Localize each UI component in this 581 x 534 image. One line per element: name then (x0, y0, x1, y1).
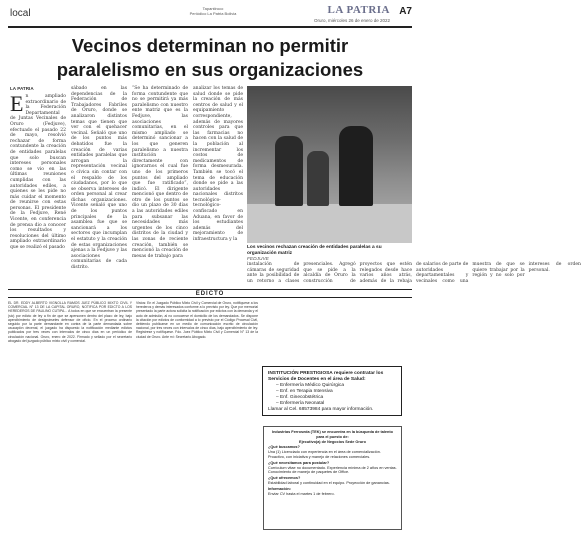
edicto-left-column (8, 301, 132, 529)
article-column-1 (10, 86, 66, 286)
section-label: local (10, 8, 31, 19)
ad2-position: Ejecutivo(a) de Negocios Sede Oruro (299, 439, 366, 444)
ad2-header: Industrias Ferroseda (TEK) se encuentra en la búsqueda de talento para el puesto de: (272, 430, 393, 439)
article-text-5: instalación de cámaras de seguridad ante la posibilidad de un retorno a clases presenciales. Agregó que se pide a la alcaldía de Oruro la construcción de proyectos que estén relegados desde hace varios años atrás, además de la rebaja de salarios de parte de autoridades departamentales y vecinales como una muestra de que se quiere trabajar por la región y no solo por intereses de orden personal. (247, 262, 581, 284)
article-text-4: analizar los temas de salud donde se pide la creación de más centros de salud y el equipamiento correspondiente, además de mayores controles para que las farmacias no hacen con la salud de la población al incrementar los costos de medicamentos de forma desmesurada. También se tocó el tema de educación donde se pide a las autoridades nacionales distritos tecnológico-tecnológico-confiscado en Aduana, en favor de los estudiantes además del mejoramiento de infraestructura y la (193, 86, 243, 243)
drop-cap: E (10, 91, 24, 116)
edicto-title: EDICTO (8, 289, 412, 298)
article-text-3: “Se ha determinado de forma contundente que no se permitirá ya más paralelismo con nuestro ente matriz que es la Fedjuve, las asociaciones comunitarias, en el mismo ampliado se determinó sancionar a los que generen paralelismo a nuestra institución directamente con ignorarnos el cual fue uno de los primeros puntos del ampliado que fue ratificado”, indicó. El dirigente mencionó que dentro de otro de los puntos se dio un plazo de 30 días a las autoridades ediles para subsanar las necesidades más urgentes de los cinco distritos de la ciudad y las zonas de reciente creación, también se mencionó la creación de mesas de trabajo para (132, 86, 188, 259)
ad-item: – Enfermería Neonatal (276, 401, 396, 407)
header-tagline (158, 6, 268, 16)
job-ad-business (263, 426, 402, 530)
ad2-answer: Estabilidad laboral y continuidad en el equipo. Proyección de ganancias. (268, 480, 390, 485)
ad2-question: ¿Qué necesitamos para postular? (268, 460, 330, 465)
newspaper-logo: LA PATRIA (327, 4, 390, 16)
ad-title: INSTITUCIÓN PRESTIGIOSA requiere contratar los Servicios de Docentes en el área de Salud: (268, 371, 384, 382)
ad-footer: Llamar al Cel. 68573984 para mayor información. (268, 407, 374, 412)
ad-item-list (276, 383, 396, 407)
ad-item: – Enfermería Médico Quirúrgica (276, 383, 396, 389)
ad2-question: ¿Qué ofrecemos? (268, 476, 301, 481)
ad2-answer: Una (1) Licenciado con experiencia en el área de comercialización. Proactivo, con iniciativa y manejo de relaciones comerciales. (268, 450, 381, 459)
article-photo (247, 86, 412, 243)
article-byline: LA PATRIA (10, 86, 34, 91)
masthead (8, 4, 412, 28)
article-headline: Vecinos determinan no permitir paralelismo en sus organizaciones (56, 35, 364, 80)
issue-date: Oruro, miércoles 26 de enero de 2022 (313, 18, 390, 23)
ad2-answer: Enviar CV hasta el martes 1 de febrero. (268, 491, 335, 496)
article-text-1: n ampliado extraordinario de la Federación Departamental de Juntas Vecinales de Oruro (Fedjuve), efectuado el pasado 22 de mayo, resolvió rechazar de forma contundente la creación de entidades paralelas que solo buscan intereses personales como se vio en las últimas reuniones cumplidas con las autoridades ediles, a quienes se les pide no más cuidar el momento de reunirse con estas personas. El presidente de la Fedjuve, René Vicente, en conferencia de prensa dio a conocer los resultados y resoluciones del último ampliado extraordinario que se realizó el pasado (10, 94, 66, 251)
ad2-question: Información: (268, 486, 291, 491)
edicto-right-text: Vistos: En el Juzgado Público Mixto Civil y Comercial de Oruro, notifíquese a los herederos y demás interesados conforme a lo previsto por ley. Que por memorial presentado la parte actora solicita la notificación por edictos con la demanda y el auto de admisión, al no conocerse el domicilio de los demandados. Se dispone la citación por edictos de conformidad a lo previsto por el Código Procesal Civil, debiendo publicarse en un medio de comunicación escrito de circulación nacional, por tres veces con intervalos de cinco días, bajo apercibimiento de ley. Registrese y notifíquese. Fdo. Juez Público Mixto Civil y Comercial N° 13 de la ciudad de Oruro. Ante mí: Secretario Abogado. (136, 301, 258, 339)
tagline-line2: Periódico La Patria Bolivia (189, 11, 237, 16)
edicto-left-text: EL DR. EDDY ALBERTO VIGNOLLA RAMOS JUEZ PÚBLICO MIXTO CIVIL Y COMERCIAL N° 13 DE LA CAPITAL ORURO, NOTIFICA POR EDICTO A LOS HEREDEROS DE PAULINO CUTIPA... A todos en que se encuentran la presente (sic) por edicto de ley a fin de que se apersonen dentro del plazo de ley, bajo apercibimiento de designárseles defensor de oficio. En el proceso ordinario seguido por la parte demandante en contra de la parte demandada sobre usucapión decenal, el juzgado ha dispuesto la notificación mediante edictos publicados por tres veces con intervalos de cinco días en un periódico de circulación nacional. Oruro, enero de 2022. Firmado y sellado por el secretario abogado del juzgado público mixto civil y comercial. (8, 301, 132, 343)
article-column-5 (247, 262, 581, 288)
photo-credit: FEDJUVE (247, 257, 269, 262)
edicto-right-column (262, 301, 402, 363)
ad2-answer: Currículum vitae no documentado. Experiencia mínima de 2 años en ventas. Conocimiento de manejo de paquetes de Office. (268, 465, 397, 475)
article-column-2 (71, 86, 127, 286)
ad-item: – Enf. Ginecobstétrica (276, 395, 396, 401)
caption-text: Los vecinos rechazan creación de entidades paralelas a su organización matriz (247, 245, 382, 256)
edicto-middle-column (136, 301, 258, 529)
page-number: A7 (399, 6, 412, 17)
article-text-2: sábado en las dependencias de la Federación de Trabajadores Fabriles de Oruro, donde se analizaron distintos temas que tienen que ver con el quehacer vecinal. Señaló que uno de los puntos más debatidos fue la creación de varias entidades paralelas que arrogan la representación vecinal o cívica sin contar con el respaldo de los ciudadanos, por lo que se observa intereses de orden personal al crear dichas organizaciones. Vicente señaló que uno de los puntos principales de la asamblea fue que se sancionará a los sectores que incumplan el estatuto y la creación de estas organizaciones ajenas a la Fedjuve y las asociaciones comunitarias de cada distrito. (71, 86, 127, 270)
article-column-4 (193, 86, 243, 286)
ad-item: – Enf. en Terapia Intensiva (276, 389, 396, 395)
article-column-3 (132, 86, 188, 286)
tagline-line1: Tapantiroco (202, 6, 224, 11)
job-ad-health (262, 366, 402, 416)
photo-caption (247, 245, 412, 263)
ad2-question: ¿Qué buscamos? (268, 445, 300, 450)
